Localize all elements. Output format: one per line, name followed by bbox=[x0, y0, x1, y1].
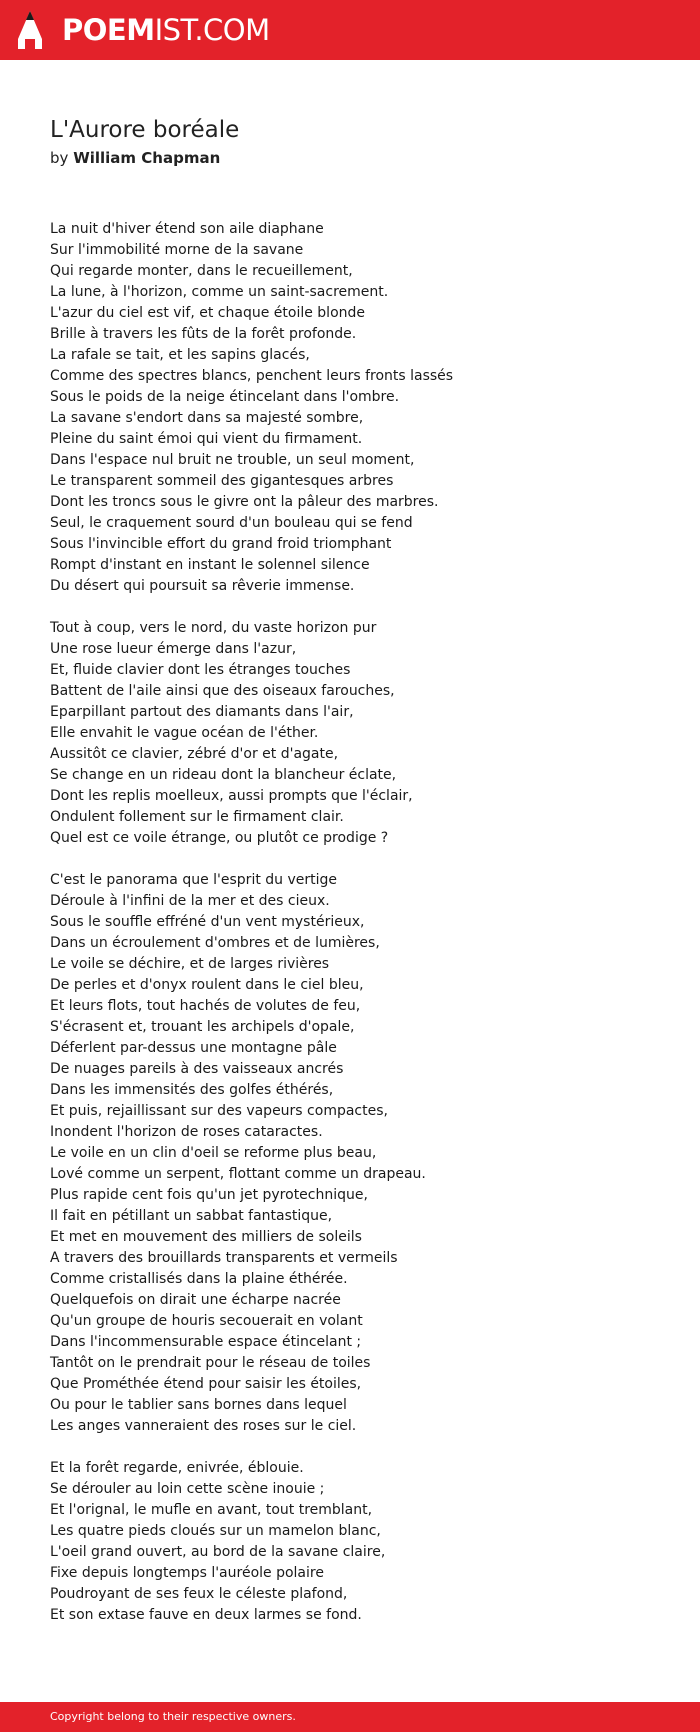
poem-line: Sous l'invincible effort du grand froid triomphant bbox=[50, 536, 392, 552]
poem-line: La lune, à l'horizon, comme un saint-sacrement. bbox=[50, 284, 389, 300]
poem-line: Qu'un groupe de houris secouerait en volant bbox=[50, 1313, 363, 1329]
poem-line: Quel est ce voile étrange, ou plutôt ce prodige ? bbox=[50, 830, 389, 846]
poem-line: Lové comme un serpent, flottant comme un drapeau. bbox=[50, 1166, 426, 1182]
poem-line: Sous le souffle effréné d'un vent mystérieux, bbox=[50, 914, 365, 930]
poem-line: Le voile se déchire, et de larges rivières bbox=[50, 956, 330, 972]
poem-line: La rafale se tait, et les sapins glacés, bbox=[50, 347, 310, 363]
poem-stanza bbox=[50, 870, 670, 1437]
poem-line: De nuages pareils à des vaisseaux ancrés bbox=[50, 1061, 344, 1077]
poem-line: Les quatre pieds cloués sur un mamelon blanc, bbox=[50, 1523, 381, 1539]
poem-line: Dont les replis moelleux, aussi prompts que l'éclair, bbox=[50, 788, 413, 804]
poem-line: Comme des spectres blancs, penchent leurs fronts lassés bbox=[50, 368, 454, 384]
poem-byline bbox=[50, 148, 220, 168]
poem-line: Sous le poids de la neige étincelant dans l'ombre. bbox=[50, 389, 400, 405]
poem-line: Et, fluide clavier dont les étranges touches bbox=[50, 662, 351, 678]
poem-stanza bbox=[50, 618, 670, 849]
poem-line: Aussitôt ce clavier, zébré d'or et d'agate, bbox=[50, 746, 339, 762]
poem-line: Du désert qui poursuit sa rêverie immense. bbox=[50, 578, 355, 594]
site-header bbox=[0, 0, 700, 60]
poem-line: Seul, le craquement sourd d'un bouleau qui se fend bbox=[50, 515, 413, 531]
poem-line: Le transparent sommeil des gigantesques arbres bbox=[50, 473, 394, 489]
poem-stanza bbox=[50, 1458, 670, 1626]
poem-line: Une rose lueur émerge dans l'azur, bbox=[50, 641, 297, 657]
poem-line: L'oeil grand ouvert, au bord de la savane claire, bbox=[50, 1544, 386, 1560]
poem-line: Et leurs flots, tout hachés de volutes de feu, bbox=[50, 998, 361, 1014]
poem-title: L'Aurore boréale bbox=[50, 117, 240, 143]
poem-line: Et l'orignal, le mufle en avant, tout tremblant, bbox=[50, 1502, 373, 1518]
poem-line: Le voile en un clin d'oeil se reforme plus beau, bbox=[50, 1145, 377, 1161]
site-footer bbox=[0, 1702, 700, 1732]
logo-strong-text: POEM bbox=[62, 13, 155, 47]
poem-line: Quelquefois on dirait une écharpe nacrée bbox=[50, 1292, 341, 1308]
poem-line: Plus rapide cent fois qu'un jet pyrotechnique, bbox=[50, 1187, 368, 1203]
pencil-tip-icon[interactable] bbox=[16, 9, 44, 51]
by-label: by bbox=[50, 149, 69, 167]
logo-light-text: IST.COM bbox=[154, 13, 270, 47]
poem-line: Et son extase fauve en deux larmes se fond. bbox=[50, 1607, 362, 1623]
poem-line: Et la forêt regarde, enivrée, éblouie. bbox=[50, 1460, 304, 1476]
poem-line: Dans l'incommensurable espace étincelant ; bbox=[50, 1334, 362, 1350]
poem-line: L'azur du ciel est vif, et chaque étoile blonde bbox=[50, 305, 366, 321]
poem-line: Qui regarde monter, dans le recueillement, bbox=[50, 263, 353, 279]
poem-line: Comme cristallisés dans la plaine éthérée. bbox=[50, 1271, 348, 1287]
poem-line: Déroule à l'infini de la mer et des cieux. bbox=[50, 893, 330, 909]
poem-line: C'est le panorama que l'esprit du vertige bbox=[50, 872, 338, 888]
poem-line: Les anges vanneraient des roses sur le ciel. bbox=[50, 1418, 357, 1434]
poem-line: A travers des brouillards transparents et vermeils bbox=[50, 1250, 398, 1266]
poem-line: Pleine du saint émoi qui vient du firmament. bbox=[50, 431, 363, 447]
copyright-text: Copyright belong to their respective owners. bbox=[50, 1710, 296, 1723]
poem-line: Se change en un rideau dont la blancheur éclate, bbox=[50, 767, 397, 783]
poem-line: De perles et d'onyx roulent dans le ciel bleu, bbox=[50, 977, 364, 993]
poem-line: Eparpillant partout des diamants dans l'air, bbox=[50, 704, 354, 720]
poem-line: Dans un écroulement d'ombres et de lumières, bbox=[50, 935, 380, 951]
poem-line: La savane s'endort dans sa majesté sombre, bbox=[50, 410, 364, 426]
poem-line: Tantôt on le prendrait pour le réseau de toiles bbox=[50, 1355, 371, 1371]
poem-line: Dont les troncs sous le givre ont la pâleur des marbres. bbox=[50, 494, 439, 510]
poem-line: Poudroyant de ses feux le céleste plafond, bbox=[50, 1586, 348, 1602]
poem-line: Et puis, rejaillissant sur des vapeurs compactes, bbox=[50, 1103, 388, 1119]
poem-line: La nuit d'hiver étend son aile diaphane bbox=[50, 221, 324, 237]
poem-line: S'écrasent et, trouant les archipels d'opale, bbox=[50, 1019, 355, 1035]
poem-line: Il fait en pétillant un sabbat fantastique, bbox=[50, 1208, 333, 1224]
poem-body bbox=[50, 219, 670, 1647]
poem-line: Tout à coup, vers le nord, du vaste horizon pur bbox=[50, 620, 377, 636]
poem-line: Ondulent follement sur le firmament clair. bbox=[50, 809, 344, 825]
poem-line: Rompt d'instant en instant le solennel silence bbox=[50, 557, 370, 573]
poem-line: Elle envahit le vague océan de l'éther. bbox=[50, 725, 319, 741]
poem-line: Inondent l'horizon de roses cataractes. bbox=[50, 1124, 323, 1140]
author-name[interactable]: William Chapman bbox=[73, 149, 221, 167]
poem-line: Déferlent par-dessus une montagne pâle bbox=[50, 1040, 337, 1056]
poem-line: Se dérouler au loin cette scène inouie ; bbox=[50, 1481, 325, 1497]
poem-line: Dans l'espace nul bruit ne trouble, un seul moment, bbox=[50, 452, 415, 468]
poem-line: Sur l'immobilité morne de la savane bbox=[50, 242, 304, 258]
poem-stanza bbox=[50, 219, 670, 597]
poem-line: Et met en mouvement des milliers de soleils bbox=[50, 1229, 362, 1245]
poem-line: Dans les immensités des golfes éthérés, bbox=[50, 1082, 334, 1098]
poem-line: Que Prométhée étend pour saisir les étoiles, bbox=[50, 1376, 362, 1392]
site-logo[interactable] bbox=[62, 13, 270, 47]
poem-line: Ou pour le tablier sans bornes dans lequel bbox=[50, 1397, 347, 1413]
poem-line: Fixe depuis longtemps l'auréole polaire bbox=[50, 1565, 324, 1581]
poem-line: Brille à travers les fûts de la forêt profonde. bbox=[50, 326, 357, 342]
poem-line: Battent de l'aile ainsi que des oiseaux farouches, bbox=[50, 683, 395, 699]
